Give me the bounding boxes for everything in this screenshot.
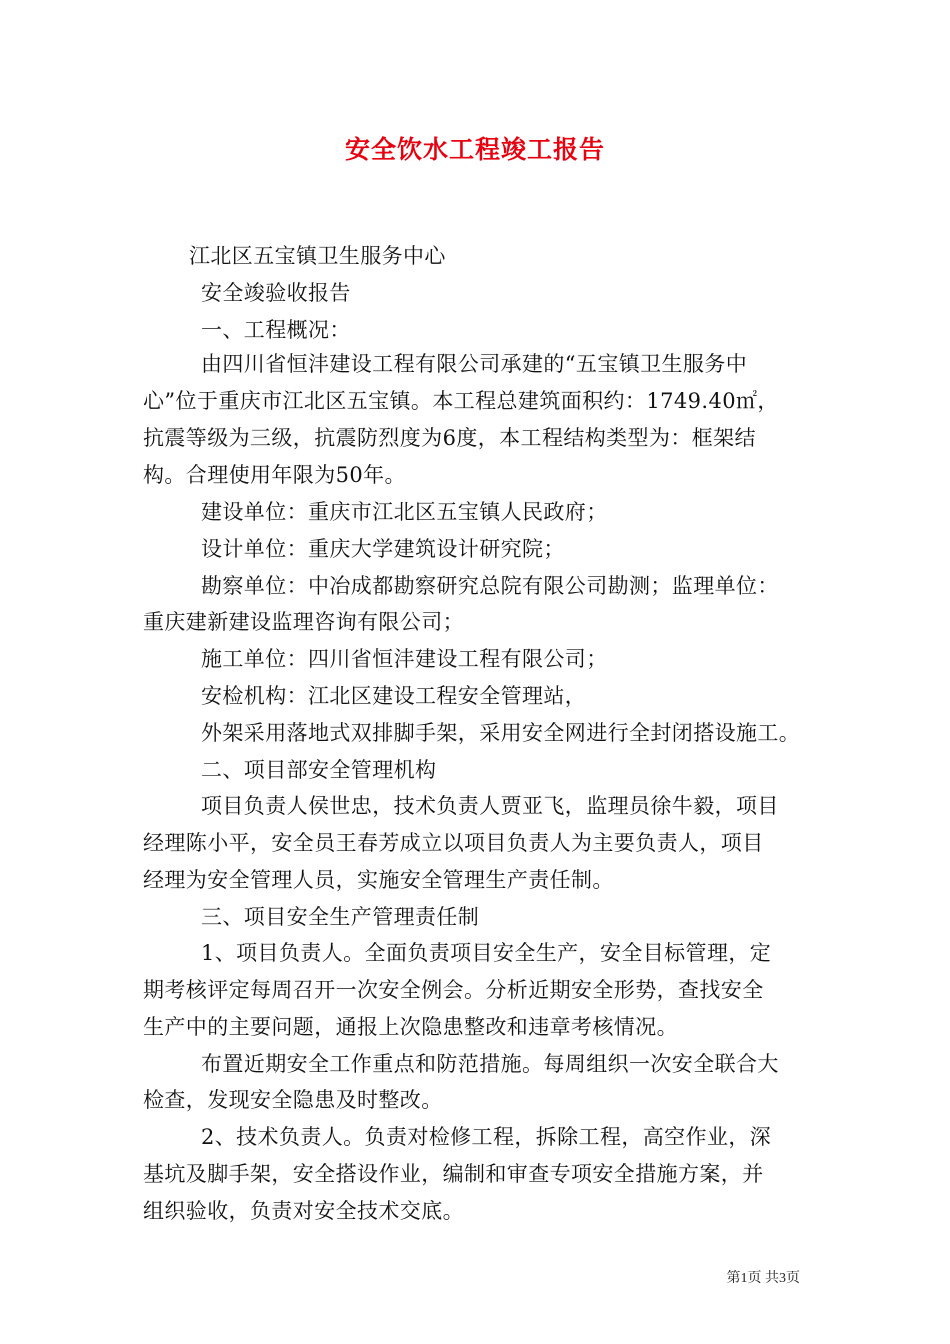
paragraph-line: 勘察单位：中冶成都勘察研究总院有限公司勘测；监理单位： (201, 574, 779, 598)
footer-suffix: 页 (786, 1271, 800, 1286)
paragraph-line: 设计单位：重庆大学建筑设计研究院； (201, 537, 565, 561)
paragraph-line: 重庆建新建设监理咨询有限公司； (143, 610, 464, 634)
paragraph-line: 组织验收，负责对安全技术交底。 (143, 1199, 464, 1223)
paragraph-line: 施工单位：四川省恒沣建设工程有限公司； (201, 647, 608, 671)
paragraph-line: 布置近期安全工作重点和防范措施。每周组织一次安全联合大 (201, 1052, 779, 1076)
total-pages-number: 3 (779, 1271, 786, 1286)
paragraph-line: 心”位于重庆市江北区五宝镇。本工程总建筑面积约：1749.40㎡， (143, 389, 779, 413)
section-heading-1: 一、工程概况： (201, 318, 351, 342)
unit-name-line: 江北区五宝镇卫生服务中心 (189, 244, 446, 268)
paragraph-line: 基坑及脚手架，安全搭设作业，编制和审查专项安全措施方案，并 (143, 1162, 764, 1186)
paragraph-line: 抗震等级为三级，抗震防烈度为6度，本工程结构类型为：框架结 (143, 426, 756, 450)
report-subtitle-line: 安全竣验收报告 (201, 281, 351, 305)
paragraph-line: 经理陈小平，安全员王春芳成立以项目负责人为主要负责人，项目 (143, 831, 764, 855)
paragraph-line: 项目负责人侯世忠，技术负责人贾亚飞，监理员徐牛毅，项目 (201, 794, 779, 818)
paragraph-line: 经理为安全管理人员，实施安全管理生产责任制。 (143, 868, 614, 892)
paragraph-line: 1、项目负责人。全面负责项目安全生产，安全目标管理，定 (201, 941, 772, 965)
paragraph-line: 由四川省恒沣建设工程有限公司承建的“五宝镇卫生服务中 (201, 352, 748, 376)
paragraph-line: 构。合理使用年限为50年。 (143, 463, 406, 487)
footer-middle: 页 共 (747, 1271, 779, 1286)
paragraph-line: 2、技术负责人。负责对检修工程，拆除工程，高空作业，深 (201, 1125, 772, 1149)
paragraph-line: 生产中的主要问题，通报上次隐患整改和违章考核情况。 (143, 1015, 678, 1039)
paragraph-line: 建设单位：重庆市江北区五宝镇人民政府； (201, 500, 608, 524)
current-page-number: 1 (740, 1271, 748, 1286)
paragraph-line: 检查，发现安全隐患及时整改。 (143, 1088, 443, 1112)
section-heading-2: 二、项目部安全管理机构 (201, 758, 437, 782)
document-title: 安全饮水工程竣工报告 (344, 135, 605, 164)
paragraph-line: 外架采用落地式双排脚手架，采用安全网进行全封闭搭设施工。 (201, 721, 801, 745)
paragraph-line: 期考核评定每周召开一次安全例会。分析近期安全形势，查找安全 (143, 978, 764, 1002)
footer-prefix: 第 (726, 1271, 741, 1286)
section-heading-3: 三、项目安全生产管理责任制 (201, 905, 480, 929)
page-number-footer (0, 1267, 800, 1287)
paragraph-line: 安检机构：江北区建设工程安全管理站， (201, 684, 587, 708)
